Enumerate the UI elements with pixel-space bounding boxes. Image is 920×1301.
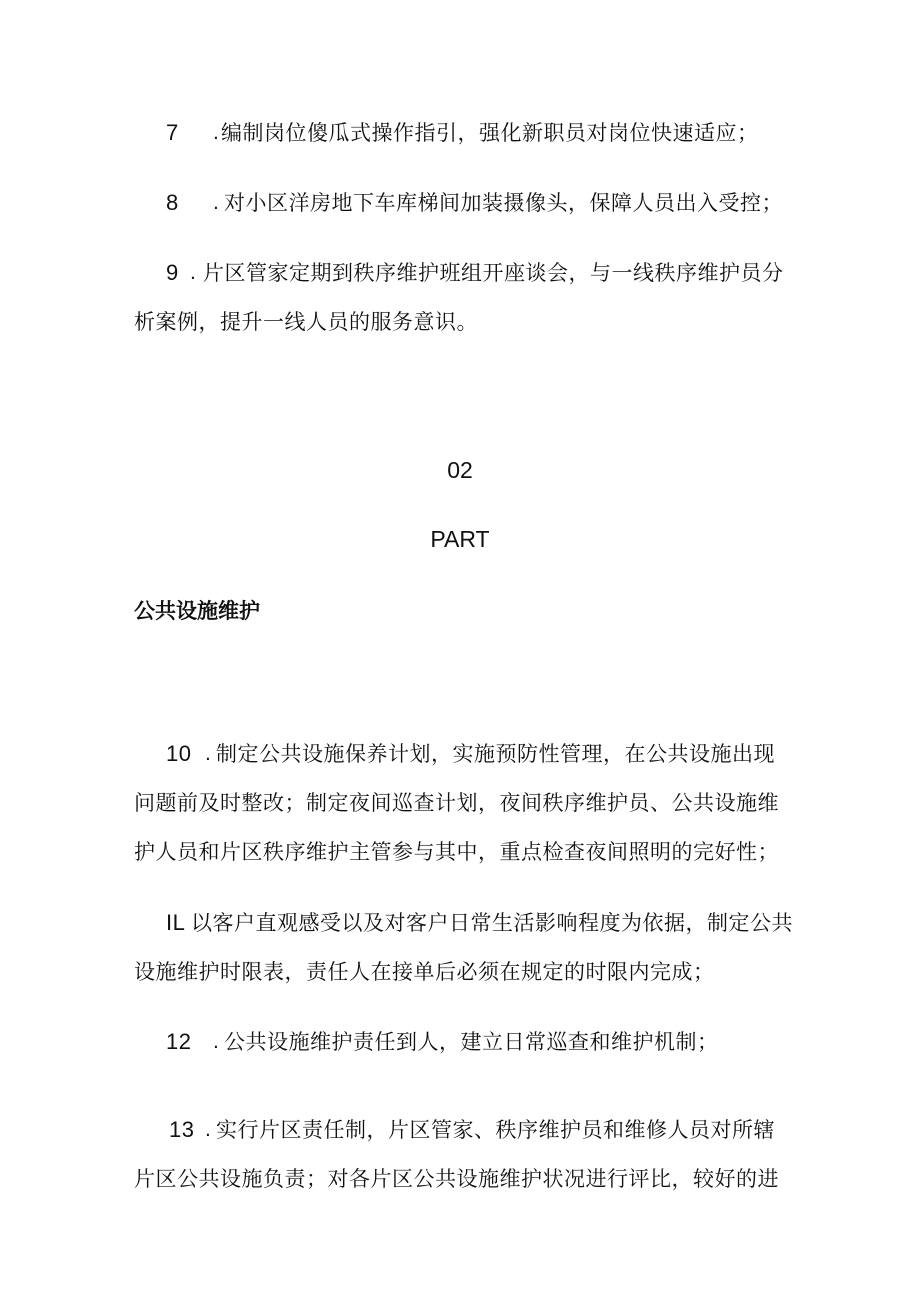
item-number: 9: [166, 260, 179, 285]
section-title: 公共设施维护: [134, 599, 260, 623]
item-text: 护人员和片区秩序维护主管参与其中，重点检查夜间照明的完好性；: [134, 840, 779, 864]
item-dot: .: [213, 191, 220, 214]
item-number: 13: [169, 1117, 195, 1142]
item-text: 实行片区责任制，片区管家、秩序维护员和维修人员对所辖: [216, 1118, 775, 1142]
item-number: 12: [166, 1029, 192, 1054]
item-text: 片区公共设施负责；对各片区公共设施维护状况进行评比，较好的进: [134, 1167, 779, 1191]
item-dot: .: [190, 261, 197, 284]
item-number: 8: [166, 190, 179, 215]
part-number: 02: [447, 457, 473, 483]
item-dot: .: [205, 742, 212, 765]
item-text: 编制岗位傻瓜式操作指引，强化新职员对岗位快速适应；: [221, 121, 759, 145]
item-number: IL: [166, 910, 186, 935]
item-text: 公共设施维护责任到人，建立日常巡查和维护机制；: [224, 1030, 719, 1054]
item-text: 片区管家定期到秩序维护班组开座谈会，与一线秩序维护员分: [203, 261, 784, 285]
item-text: 以客户直观感受以及对客户日常生活影响程度为依据，制定公共: [191, 911, 793, 935]
item-dot: .: [213, 121, 220, 144]
part-label: PART: [430, 526, 490, 552]
item-text: 制定公共设施保养计划，实施预防性管理，在公共设施出现: [216, 742, 775, 766]
item-text: 对小区洋房地下车库梯间加装摄像头，保障人员出入受控；: [224, 191, 783, 215]
item-text: 析案例，提升一线人员的服务意识。: [134, 310, 478, 334]
item-text: 问题前及时整改；制定夜间巡查计划，夜间秩序维护员、公共设施维: [134, 791, 779, 815]
item-number: 7: [166, 120, 179, 145]
item-number: 10: [166, 741, 192, 766]
item-text: 设施维护时限表，责任人在接单后必须在规定的时限内完成；: [134, 960, 715, 984]
item-dot: .: [213, 1030, 220, 1053]
item-dot: .: [205, 1118, 212, 1141]
